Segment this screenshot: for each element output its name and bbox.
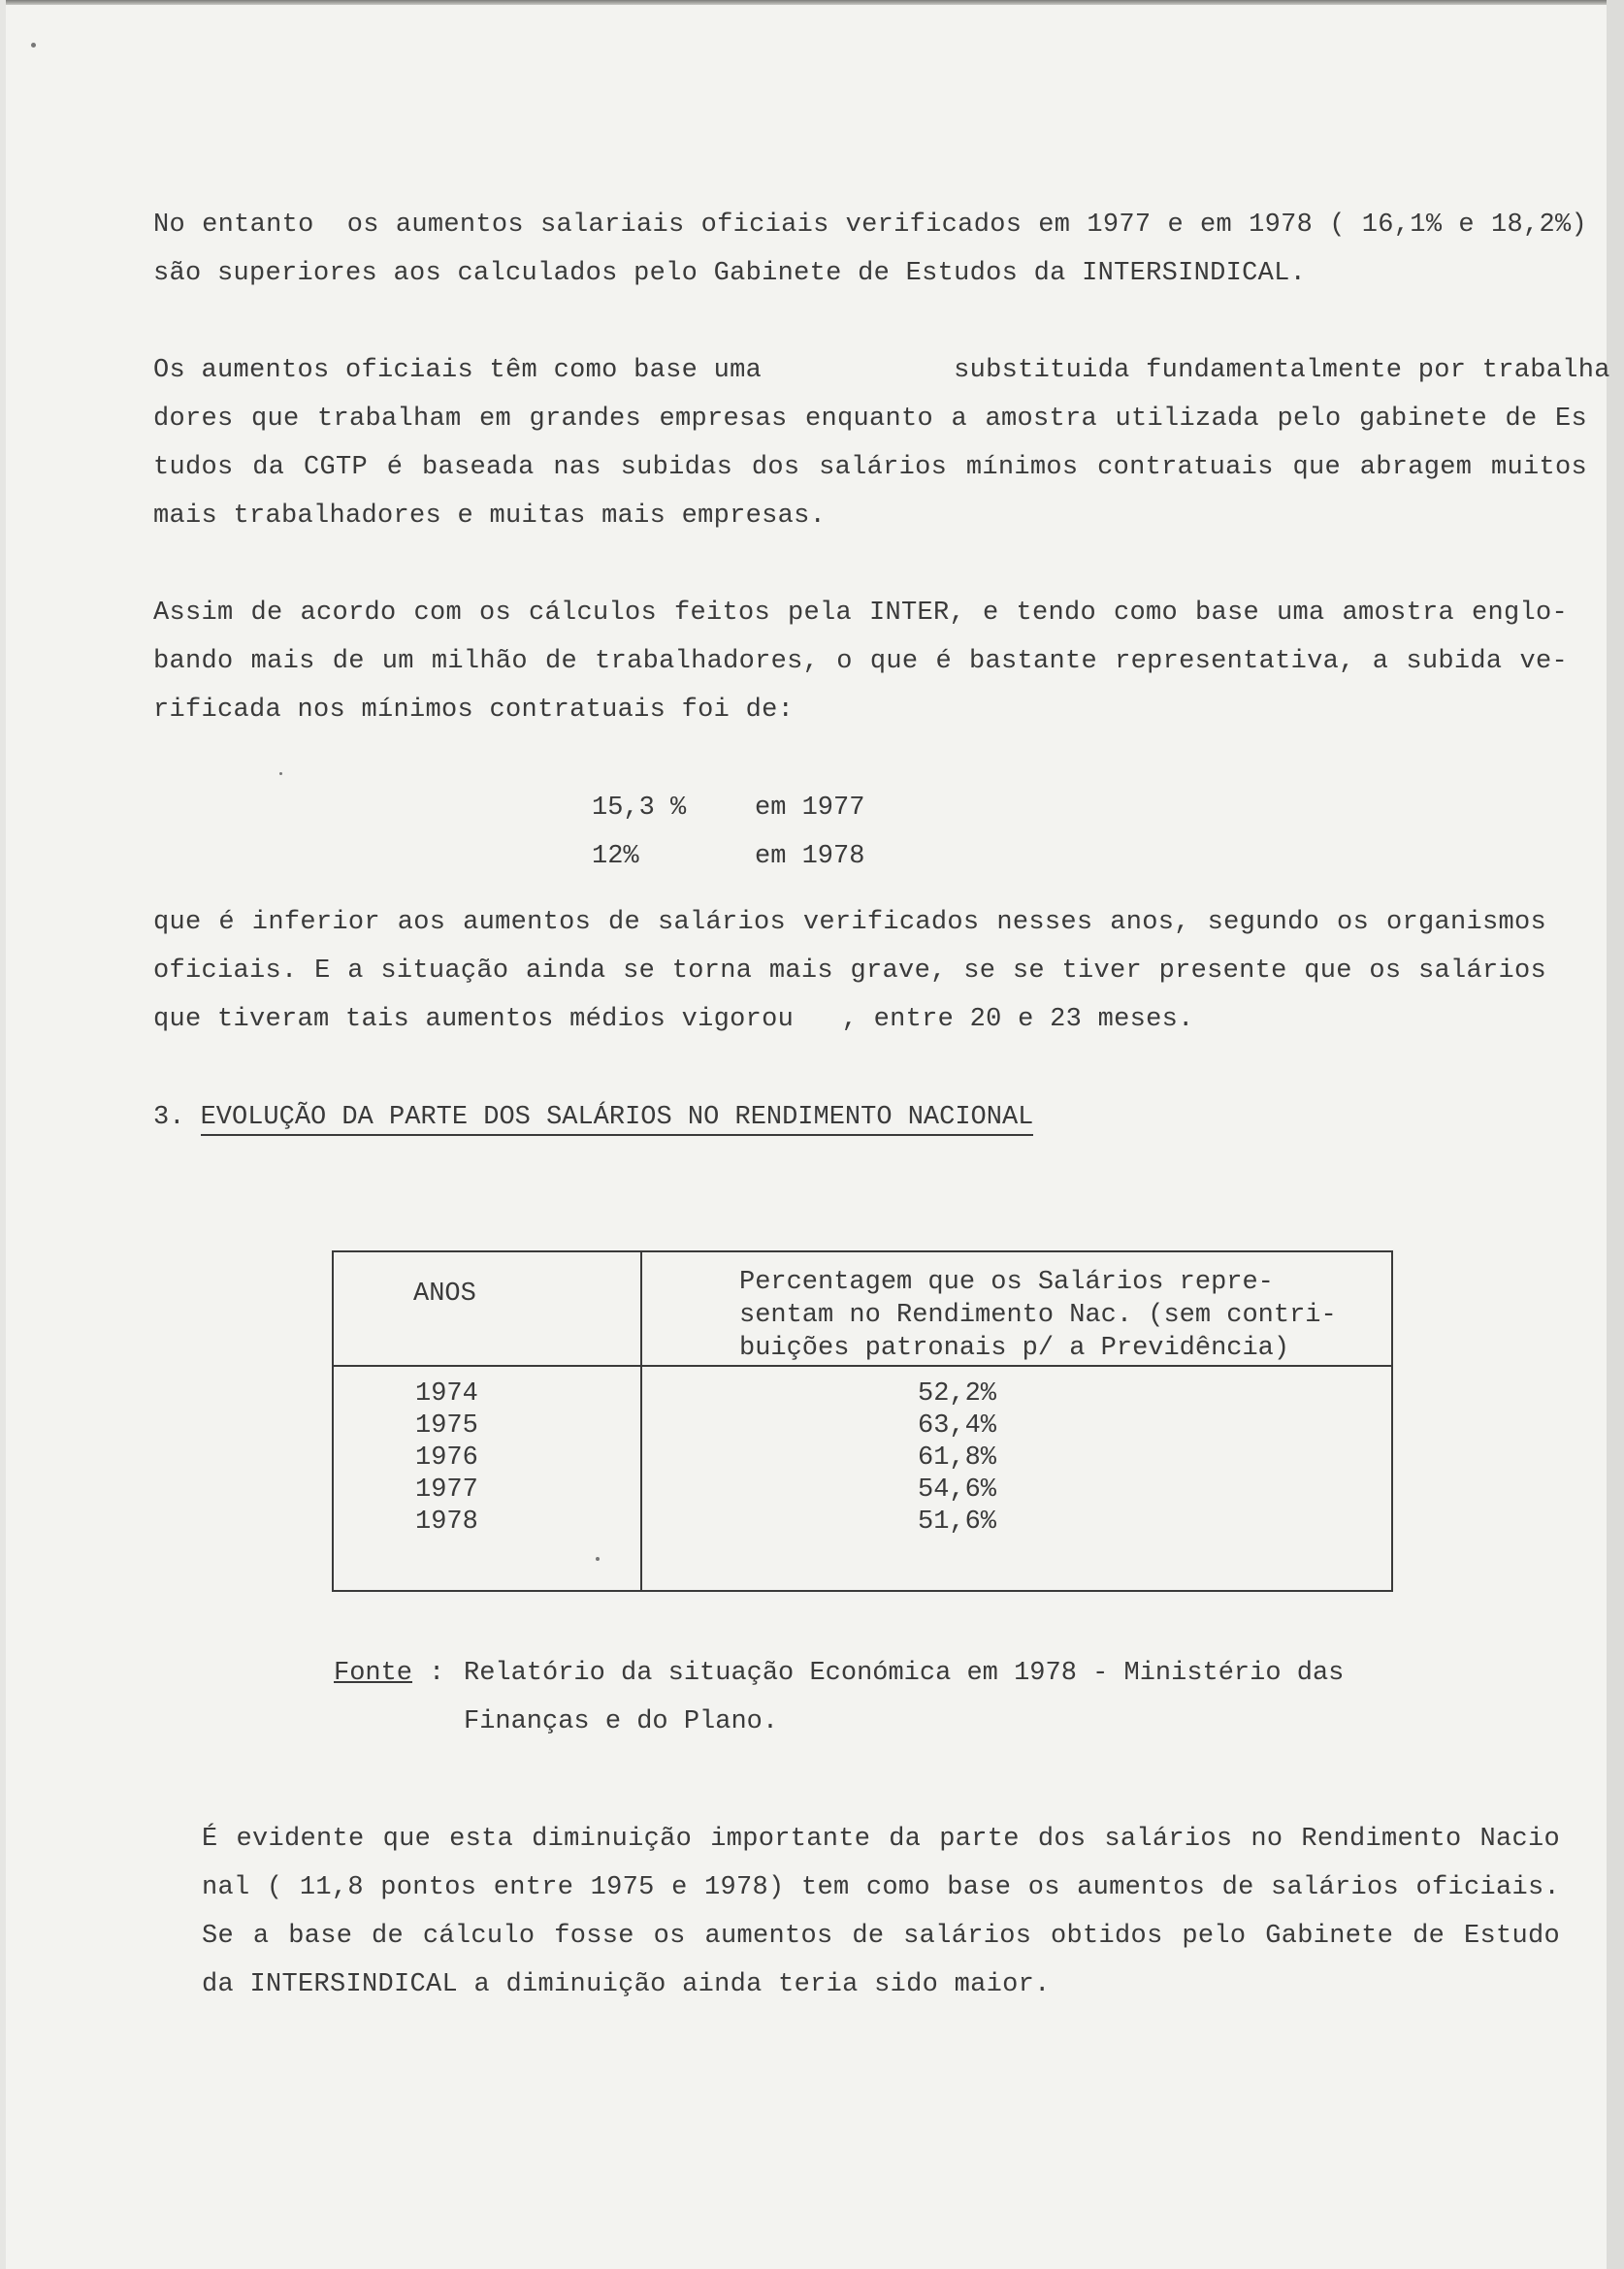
text-line: No entanto os aumentos salariais oficiais verificados em 1977 e em 1978 ( 16,1% e 18,2%) [153, 211, 1587, 240]
table-cell-year: 1977 [415, 1475, 478, 1505]
table-cell-value: 54,6% [918, 1475, 997, 1505]
rate-year: em 1978 [755, 842, 865, 871]
section-heading [153, 1093, 1033, 1142]
table-cell-year: 1974 [415, 1379, 478, 1409]
table-column-divider [640, 1252, 642, 1590]
source-colon: : [429, 1659, 445, 1688]
text-line: É evidente que esta diminuição importante da parte dos salários no Rendimento Nacio [202, 1825, 1560, 1854]
text-line: Assim de acordo com os cálculos feitos pela INTER, e tendo como base uma amostra englo- [153, 599, 1568, 628]
section-number: 3. [153, 1103, 185, 1132]
paragraph-official-increases [153, 201, 1587, 298]
rate-row [592, 832, 902, 881]
paper-speck [279, 772, 282, 775]
table-header-years: ANOS [413, 1280, 476, 1309]
rate-value: 15,3 % [592, 794, 687, 823]
paragraph-comparison [153, 898, 1546, 1044]
table-header-percentage [739, 1266, 1360, 1365]
paper-speck [31, 43, 36, 48]
text-line: nal ( 11,8 pontos entre 1975 e 1978) tem como base os aumentos de salários oficiais. [202, 1873, 1560, 1902]
text-line: que é inferior aos aumentos de salários verificados nesses anos, segundo os organismos [153, 908, 1546, 937]
text-line: Os aumentos oficiais têm como base uma substituida fundamentalmente por trabalha [153, 356, 1610, 385]
text-line: Se a base de cálculo fosse os aumentos de salários obtidos pelo Gabinete de Estudo [202, 1922, 1560, 1951]
table-cell-year: 1975 [415, 1411, 478, 1441]
text-line: são superiores aos calculados pelo Gabinete de Estudos da INTERSINDICAL. [153, 259, 1307, 288]
text-line: mais trabalhadores e muitas mais empresas. [153, 502, 827, 531]
page-top-edge [6, 0, 1607, 5]
wage-share-table [332, 1250, 1393, 1592]
table-cell-value: 51,6% [918, 1507, 997, 1537]
text-line: oficiais. E a situação ainda se torna mais grave, se se tiver presente que os salários [153, 956, 1546, 986]
paragraph-inter-calculations [153, 589, 1568, 734]
source-line: Relatório da situação Económica em 1978 - Ministério das [464, 1659, 1345, 1688]
rate-value: 12% [592, 842, 639, 871]
table-cell-year: 1976 [415, 1443, 478, 1473]
table-cell-value: 52,2% [918, 1379, 997, 1409]
rates-list [592, 784, 902, 881]
source-line: Finanças e do Plano. [464, 1707, 779, 1736]
section-title: EVOLUÇÃO DA PARTE DOS SALÁRIOS NO RENDIMENTO NACIONAL [201, 1103, 1034, 1136]
table-cell-value: 61,8% [918, 1443, 997, 1473]
text-line: tudos da CGTP é baseada nas subidas dos salários mínimos contratuais que abragem muitos [153, 453, 1587, 482]
rate-row [592, 784, 902, 832]
table-header-divider [334, 1365, 1391, 1367]
header-line: Percentagem que os Salários repre- [739, 1268, 1274, 1297]
source-text [464, 1649, 1434, 1746]
paper-speck [596, 1557, 600, 1561]
text-line: da INTERSINDICAL a diminuição ainda teria sido maior. [202, 1970, 1051, 1999]
table-values-column [918, 1378, 996, 1539]
paragraph-official-basis [153, 346, 1610, 540]
table-cell-year: 1978 [415, 1507, 478, 1537]
rate-year: em 1977 [755, 794, 865, 823]
text-line: dores que trabalham em grandes empresas enquanto a amostra utilizada pelo gabinete de Es [153, 405, 1587, 434]
header-line: sentam no Rendimento Nac. (sem contri- [739, 1301, 1337, 1330]
source-label: Fonte [334, 1659, 413, 1688]
text-line: bando mais de um milhão de trabalhadores, o que é bastante representativa, a subida ve- [153, 647, 1568, 676]
table-cell-value: 63,4% [918, 1411, 997, 1441]
paragraph-conclusion [202, 1815, 1560, 2009]
text-line: que tiveram tais aumentos médios vigorou , entre 20 e 23 meses. [153, 1005, 1194, 1034]
text-line: rificada nos mínimos contratuais foi de: [153, 696, 795, 725]
header-line: buições patronais p/ a Previdência) [739, 1334, 1290, 1363]
table-years-column [415, 1378, 478, 1539]
